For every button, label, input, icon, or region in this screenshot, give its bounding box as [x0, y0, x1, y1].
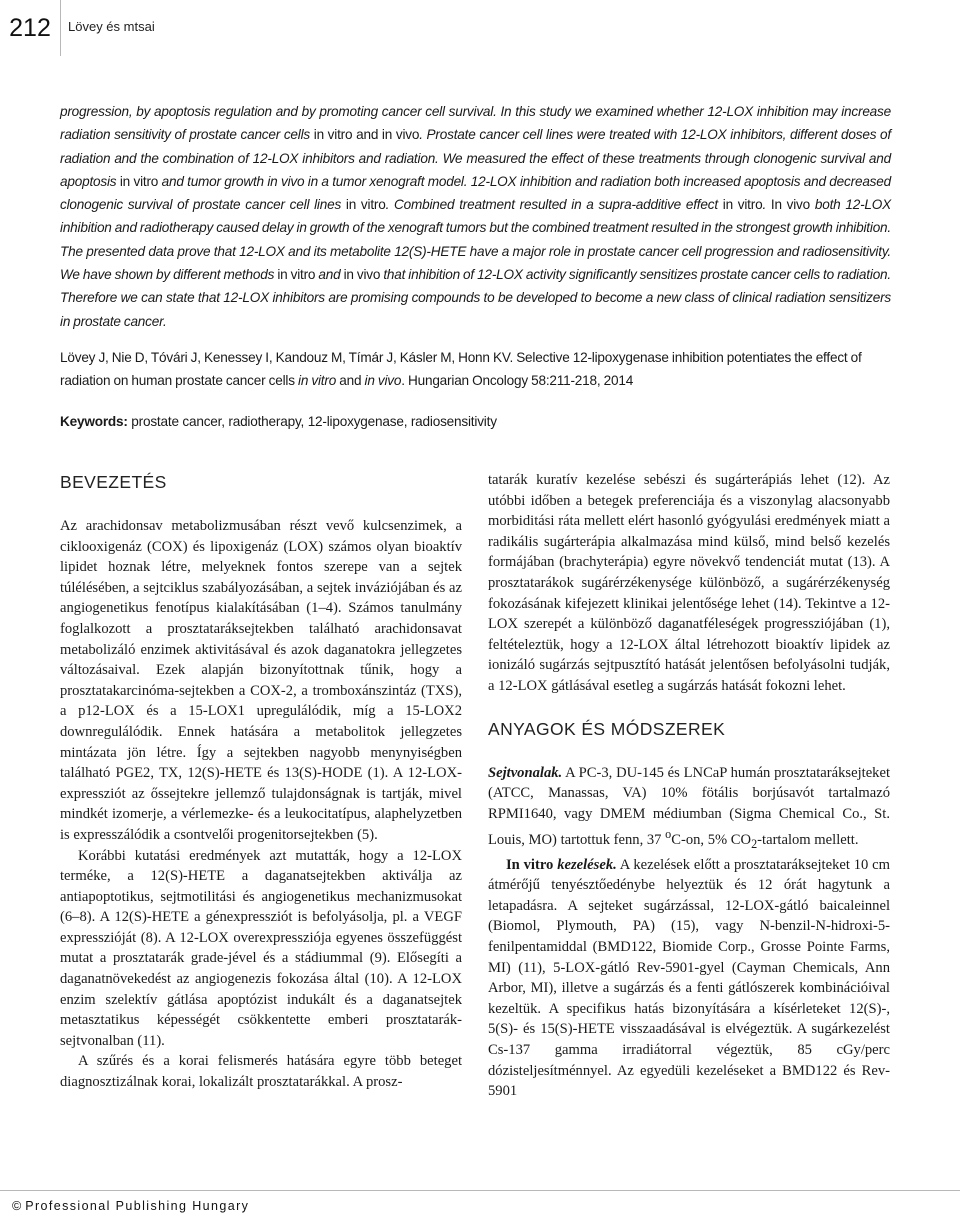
abstract-term: in vivo [343, 267, 381, 283]
citation-text: . Hungarian Oncology 58:211-218, 2014 [401, 373, 634, 388]
paragraph-text: A kezelések előtt a prosztataráksejteket 10 cm átmérőjű tenyésztőedénybe helyeztük és 12 órát hagytunk a letapadásra. A sejteket sugárzással, 12-LOX-gátló baicaleinnel (Biomol, Plymouth, PA) (15), vagy N-benzil-N-hidroxi-5-fenilpentamiddal (BMD122, Biomide Corp., Grosse Pointe Farms, MI) (11), 5-LOX-gátló Rev-5901-gyel (Cayman Chemicals, Ann Arbor, MI), illetve a sugárzás és a fenti gátlószerek kombinációival kezeltük. A specifikus hatás bizonyítására a kísérleteket 12(S)-, 5(S)- és 15(S)-HETE visszaadásával is elvégeztük. A sugárkezelést Cs-137 gamma irradiátorral végeztük, 85 cGy/perc dózisteljesítménnyel. Az egyedüli kezeléseket a BMD122 és Rev-5901 [488, 856, 890, 1100]
abstract-text: both 12-LOX inhibition and radiotherapy caused delay in growth of the xenograft tumors but the combined treatment resulted in the strongest growth inhibition. The presented data prove that 12-LOX and its metabolite 12(S)-HETE have a major role in prostate cancer cell progression and radiosensitivity. We have shown by different methods [60, 197, 891, 283]
keywords-label: Keywords: [60, 414, 128, 429]
page-header [0, 0, 960, 62]
abstract-term: In vivo [770, 197, 811, 213]
copyright-icon: © [12, 1199, 22, 1213]
abstract-term: in vitro [277, 267, 316, 283]
run-in-heading: Sejtvonalak. [488, 764, 563, 781]
abstract-text: and tumor growth in vivo in a tumor xenograft model. 12-LOX inhibition and radiation both increased apoptosis and decreased clonogenic survival of prostate cancer cell lines [60, 173, 891, 213]
page-footer [0, 1190, 960, 1218]
body-paragraph: Az arachidonsav metabolizmusában részt vevő kulcsenzimek, a ciklooxigenáz (COX) és lipoxigenáz (LOX) számos olyan bioaktív lipidet hoznak létre, melyeknek fontos szerepe van a sejtek túlélésében, a sejtciklus szabályozásában, a sejtek inváziójában és az angiogenetikus fenotípus kialakításában (1–4). Számos tanulmány foglalkozott a prosztataráksejtekben található arachidonsavat metabolizáló enzimek aktivitásával és azok daganatokra jellegzetes változásaival. Ezek alapján bizonyítottnak tűnik, hogy a prosztatakarcinóma-sejtekben a COX-2, a tromboxánszintáz (TXS), a p12-LOX és a 15-LOX1 upregulálódik, míg a 15-LOX2 downregulálódik. Ennek hatására a metabolitok jellegzetes mintázata jön létre. Így a sejtekben nagyobb menynyiségben található PGE2, TX, 12(S)-HETE és 13(S)-HODE (1). A 12-LOX-expressziót az őssejtekre jellemző tulajdonságnak is tartják, mivel mindkét izomerje, a vérlemezke- és a leukocitatípus, alaphelyzetben is expresszálódik a csontvelői progenitorsejtekben (5). [60, 518, 462, 843]
abstract-text: . [762, 197, 771, 213]
run-in-label: kezelések. [553, 856, 617, 873]
publisher-name: Professional Publishing Hungary [25, 1199, 250, 1213]
abstract-text: . Combined treatment resulted in a supra-additive effect [385, 197, 723, 213]
subscript: 2 [751, 837, 758, 852]
paragraph-text: C-on, 5% CO [671, 832, 752, 849]
right-column [488, 470, 890, 1102]
english-abstract [60, 100, 891, 333]
abstract-term: in vitro [119, 173, 159, 189]
running-head: Lövey és mtsai [68, 19, 155, 34]
body-paragraph: Korábbi kutatási eredmények azt mutatták, hogy a 12-LOX terméke, a 12(S)-HETE a daganatsejtekben aktiválja az antiapoptotikus, sejtmotilitási és angiogenetikus mechanizmusokat (6–8). A 12(S)-HETE a génexpressziót is befolyásolja, pl. a VEGF expresszióját (8). A 12-LOX overexpressziója egyenes összefüggést mutat a prosztatarák grade-jével és a stádiummal (9). Elősegíti a daganatnövekedést az angiogenezis fokozása által (10). A 12-LOX enzim szelektív gátlása apoptózist indukált és a daganatsejtek metasztatikus képességét csökkentette emberi prosztatarák-sejtvonalban (11). [60, 847, 462, 1049]
keywords [60, 410, 900, 433]
keywords-text: prostate cancer, radiotherapy, 12-lipoxygenase, radiosensitivity [127, 414, 497, 429]
section-heading-bevezetes: BEVEZETÉS [60, 472, 167, 492]
run-in-heading [506, 857, 617, 873]
body-paragraph-in-vitro [488, 855, 890, 1102]
left-column [60, 470, 462, 1093]
abstract-text: . Prostate cancer cell lines were treated with 12-LOX inhibitors, different doses of radiation and the combination of 12-LOX inhibitors and radiation. We measured the effect of these treatments through clonogenic survival and apoptosis [60, 127, 891, 189]
body-paragraph-sejtvonalak [488, 763, 890, 855]
citation-term: in vivo [364, 373, 402, 388]
paragraph-text: -tartalom mellett. [757, 832, 859, 849]
run-in-term: In vitro [506, 856, 554, 873]
abstract-term: in vitro [722, 197, 763, 213]
section-heading-anyagok: ANYAGOK ÉS MÓDSZEREK [488, 718, 726, 739]
abstract-text: progression, by apoptosis regulation and by promoting cancer cell survival. In this study we examined whether 12-LOX inhibition may increase radiation sensitivity of prostate cancer cells [60, 104, 891, 143]
abstract-term: in vitro and in vivo [313, 127, 420, 143]
degree-mark: o [665, 827, 672, 842]
citation-text: and [336, 373, 365, 388]
article-citation [60, 346, 900, 392]
publisher-credit [12, 1199, 249, 1213]
abstract-term: in vitro [345, 197, 386, 213]
body-paragraph: A szűrés és a korai felismerés hatására egyre több beteget diagnosztizálnak korai, lokalizált prosztatarákkal. A prosz- [60, 1053, 462, 1091]
abstract-text: that inhibition of 12-LOX activity significantly sensitizes prostate cancer cells to radiation. Therefore we can state that 12-LOX inhibitors are promising compounds to be developed to become a new class of clinical radiation sensitizers in prostate cancer. [60, 267, 891, 329]
citation-text: Lövey J, Nie D, Tóvári J, Kenessey I, Kandouz M, Tímár J, Kásler M, Honn KV. Selective 12-lipoxygenase inhibition potentiates the effect of radiation on human prostate cancer cells [60, 350, 862, 388]
abstract-text: and [315, 267, 344, 283]
citation-term: in vitro [298, 373, 337, 388]
page-number: 212 [0, 0, 61, 56]
body-paragraph: tatarák kuratív kezelése sebészi és sugárterápiás lehet (12). Az utóbbi időben a betegek preferenciája és a viszonylag alacsonyabb morbiditási ráta mellett elért hasonló gyógyulási eredmények miatt a radikális sugárterápia alkalmazása mind külső, mind belső kezelés formájában (brachyterápia) egyre növekvő tendenciát mutat (13). A prosztatarákok sugárérzékenysége különböző, a sugárérzékenység fokozásának kifejezett klinikai jelentősége lehet (14). Tekintve a 12-LOX szerepét a különböző daganatféleségek progressziójában (1), feltételeztük, hogy a 12-LOX által létrehozott bioaktív lipidek az ionizáló sugárzás sejtpusztító hatását jelentősen befolyásolni tudják, a 12-LOX gátlásával esetleg a sugárzás hatását fokozni lehet. [488, 472, 890, 694]
paragraph-text: A PC-3, DU-145 és LNCaP humán prosztataráksejteket (ATCC, Manassas, VA) 10% fötális borjúsavót tartalmazó RPMI1640, vagy DMEM médiumban (Sigma Chemical Co., St. Louis, MO) tartottuk fenn, 37 [488, 764, 890, 849]
